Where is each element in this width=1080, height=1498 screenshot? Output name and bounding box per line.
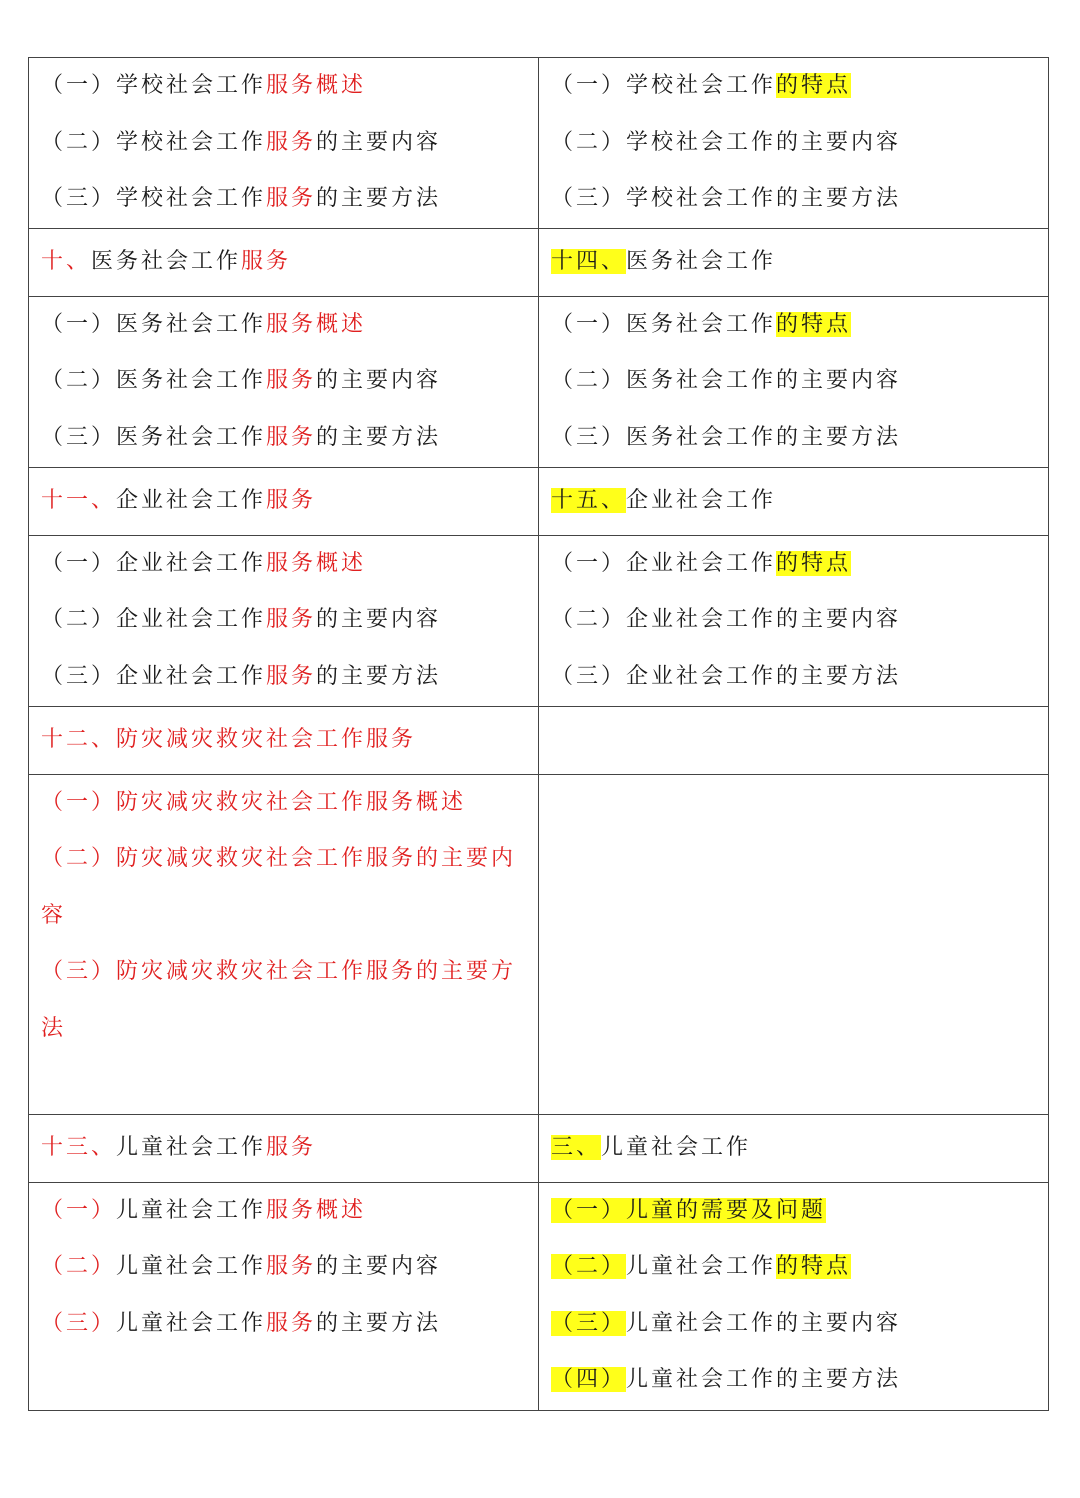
red-text: （一） xyxy=(41,1197,117,1223)
list-item xyxy=(539,353,1048,410)
red-text: 服务 xyxy=(266,368,317,393)
subitems-row xyxy=(29,535,1049,706)
right-cell xyxy=(539,1182,1049,1410)
list-item xyxy=(29,775,538,832)
left-cell xyxy=(29,1182,539,1410)
text-segment: （一）医务社会工作 xyxy=(41,311,267,337)
right-cell xyxy=(539,535,1049,706)
highlighted-text: （三） xyxy=(551,1310,627,1336)
text-segment: 的主要内容 xyxy=(316,607,442,632)
text-segment: （二）企业社会工作 xyxy=(41,607,267,632)
red-text: 服务 xyxy=(266,1134,317,1160)
left-cell xyxy=(29,774,539,1114)
list-item xyxy=(539,536,1048,593)
list-item xyxy=(29,1296,538,1353)
text-segment: 医务社会工作 xyxy=(91,248,242,274)
highlighted-text: （四） xyxy=(551,1367,627,1392)
section-title xyxy=(29,1115,538,1181)
left-cell xyxy=(29,706,539,774)
highlighted-text: 三、 xyxy=(551,1134,602,1160)
highlighted-text: （一）儿童的需要及问题 xyxy=(551,1197,827,1223)
text-segment: （三）企业社会工作 xyxy=(41,663,267,689)
text-segment: 医务社会工作 xyxy=(626,248,777,274)
highlighted-text: 的特点 xyxy=(776,1254,852,1279)
left-cell xyxy=(29,228,539,296)
comparison-table-body xyxy=(29,58,1049,1411)
subitems-row xyxy=(29,1182,1049,1410)
red-text: 服务 xyxy=(266,487,317,513)
subitems-row xyxy=(29,58,1049,229)
list-item xyxy=(539,171,1048,228)
left-cell xyxy=(29,535,539,706)
list-item xyxy=(539,115,1048,172)
text-segment: （一）企业社会工作 xyxy=(551,550,777,576)
right-cell xyxy=(539,296,1049,467)
section-title xyxy=(29,468,538,534)
red-text: 服务 xyxy=(266,1310,317,1336)
right-cell xyxy=(539,774,1049,1114)
text-segment: 的主要内容 xyxy=(316,129,442,155)
red-text: 服务 xyxy=(266,1254,317,1279)
red-text: 服务 xyxy=(266,663,317,689)
text-segment: （二）医务社会工作的主要内容 xyxy=(551,368,902,393)
text-segment: （一）医务社会工作 xyxy=(551,311,777,337)
text-segment: 儿童社会工作 xyxy=(116,1254,267,1279)
list-item xyxy=(29,353,538,410)
list-item xyxy=(539,649,1048,706)
list-item xyxy=(29,171,538,228)
list-item xyxy=(539,297,1048,354)
list-item xyxy=(539,1296,1048,1353)
red-text: （三）防灾减灾救灾社会工作服务的主要方法 xyxy=(41,959,517,1041)
text-segment: （二）学校社会工作 xyxy=(41,129,267,155)
text-segment: 儿童社会工作的主要内容 xyxy=(626,1310,902,1336)
highlighted-text: 十四、 xyxy=(551,248,627,274)
section-title xyxy=(29,707,538,773)
list-item xyxy=(29,58,538,115)
text-segment: 的主要方法 xyxy=(316,186,442,211)
text-segment: 的主要内容 xyxy=(316,368,442,393)
text-segment: 的主要方法 xyxy=(316,663,442,689)
text-segment: （一）企业社会工作 xyxy=(41,550,267,576)
section-header-row xyxy=(29,1114,1049,1182)
list-item xyxy=(29,649,538,706)
left-cell xyxy=(29,58,539,229)
left-cell xyxy=(29,1114,539,1182)
right-cell xyxy=(539,58,1049,229)
text-segment: 企业社会工作 xyxy=(116,487,267,513)
text-segment: 儿童社会工作 xyxy=(116,1310,267,1336)
list-item xyxy=(29,1183,538,1240)
section-header-row xyxy=(29,228,1049,296)
list-item xyxy=(539,1352,1048,1409)
red-text: （二）防灾减灾救灾社会工作服务的主要内容 xyxy=(41,846,517,928)
text-segment: （三）学校社会工作 xyxy=(41,186,267,211)
red-text: 十一、 xyxy=(41,487,117,513)
text-segment: （一）学校社会工作 xyxy=(551,73,777,98)
highlighted-text: 的特点 xyxy=(776,550,852,576)
list-item xyxy=(29,944,538,1057)
right-cell xyxy=(539,467,1049,535)
highlighted-text: 的特点 xyxy=(776,311,852,337)
text-segment: 的主要方法 xyxy=(316,1310,442,1336)
subitems-row xyxy=(29,774,1049,1114)
red-text: 服务概述 xyxy=(266,73,367,98)
text-segment: 企业社会工作 xyxy=(626,487,777,513)
text-segment: （三）医务社会工作的主要方法 xyxy=(551,424,902,450)
right-cell xyxy=(539,1114,1049,1182)
text-segment: （三）企业社会工作的主要方法 xyxy=(551,663,902,689)
comparison-table xyxy=(28,57,1049,1411)
right-cell xyxy=(539,706,1049,774)
text-segment: 儿童社会工作的主要方法 xyxy=(626,1367,902,1392)
text-segment: 儿童社会工作 xyxy=(116,1134,267,1160)
text-segment: （三）学校社会工作的主要方法 xyxy=(551,186,902,211)
section-header-row xyxy=(29,706,1049,774)
list-item xyxy=(539,1239,1048,1296)
red-text: 服务 xyxy=(266,607,317,632)
red-text: （三） xyxy=(41,1310,117,1336)
red-text: 服务 xyxy=(266,424,317,450)
list-item xyxy=(29,297,538,354)
text-segment: 的主要方法 xyxy=(316,424,442,450)
list-item xyxy=(29,831,538,944)
text-segment: 儿童社会工作 xyxy=(626,1254,777,1279)
text-segment: （二）医务社会工作 xyxy=(41,368,267,393)
text-segment: （二）学校社会工作的主要内容 xyxy=(551,129,902,155)
red-text: （二） xyxy=(41,1254,117,1279)
list-item xyxy=(539,1183,1048,1240)
text-segment: 的主要内容 xyxy=(316,1254,442,1279)
red-text: 服务概述 xyxy=(266,311,367,337)
red-text: 服务概述 xyxy=(266,1197,367,1223)
text-segment: （三）医务社会工作 xyxy=(41,424,267,450)
text-segment: （二）企业社会工作的主要内容 xyxy=(551,607,902,632)
section-title xyxy=(539,229,1048,295)
list-item xyxy=(539,410,1048,467)
text-segment: 儿童社会工作 xyxy=(601,1134,752,1160)
list-item xyxy=(539,592,1048,649)
red-text: 十二、防灾减灾救灾社会工作服务 xyxy=(41,726,417,752)
section-header-row xyxy=(29,467,1049,535)
list-item xyxy=(539,58,1048,115)
left-cell xyxy=(29,467,539,535)
text-segment: 儿童社会工作 xyxy=(116,1197,267,1223)
list-item xyxy=(29,410,538,467)
red-text: 服务 xyxy=(266,129,317,155)
highlighted-text: 的特点 xyxy=(776,73,852,98)
subitems-row xyxy=(29,296,1049,467)
list-item xyxy=(29,592,538,649)
list-item xyxy=(29,536,538,593)
list-item xyxy=(29,1239,538,1296)
red-text: 服务 xyxy=(266,186,317,211)
left-cell xyxy=(29,296,539,467)
red-text: 服务 xyxy=(241,248,292,274)
red-text: 服务概述 xyxy=(266,550,367,576)
highlighted-text: （二） xyxy=(551,1254,627,1279)
red-text: （一）防灾减灾救灾社会工作服务概述 xyxy=(41,789,467,815)
section-title xyxy=(29,229,538,295)
red-text: 十三、 xyxy=(41,1134,117,1160)
text-segment: （一）学校社会工作 xyxy=(41,73,267,98)
highlighted-text: 十五、 xyxy=(551,487,627,513)
right-cell xyxy=(539,228,1049,296)
list-item xyxy=(29,115,538,172)
section-title xyxy=(539,468,1048,534)
red-text: 十、 xyxy=(41,248,92,274)
section-title xyxy=(539,1115,1048,1181)
